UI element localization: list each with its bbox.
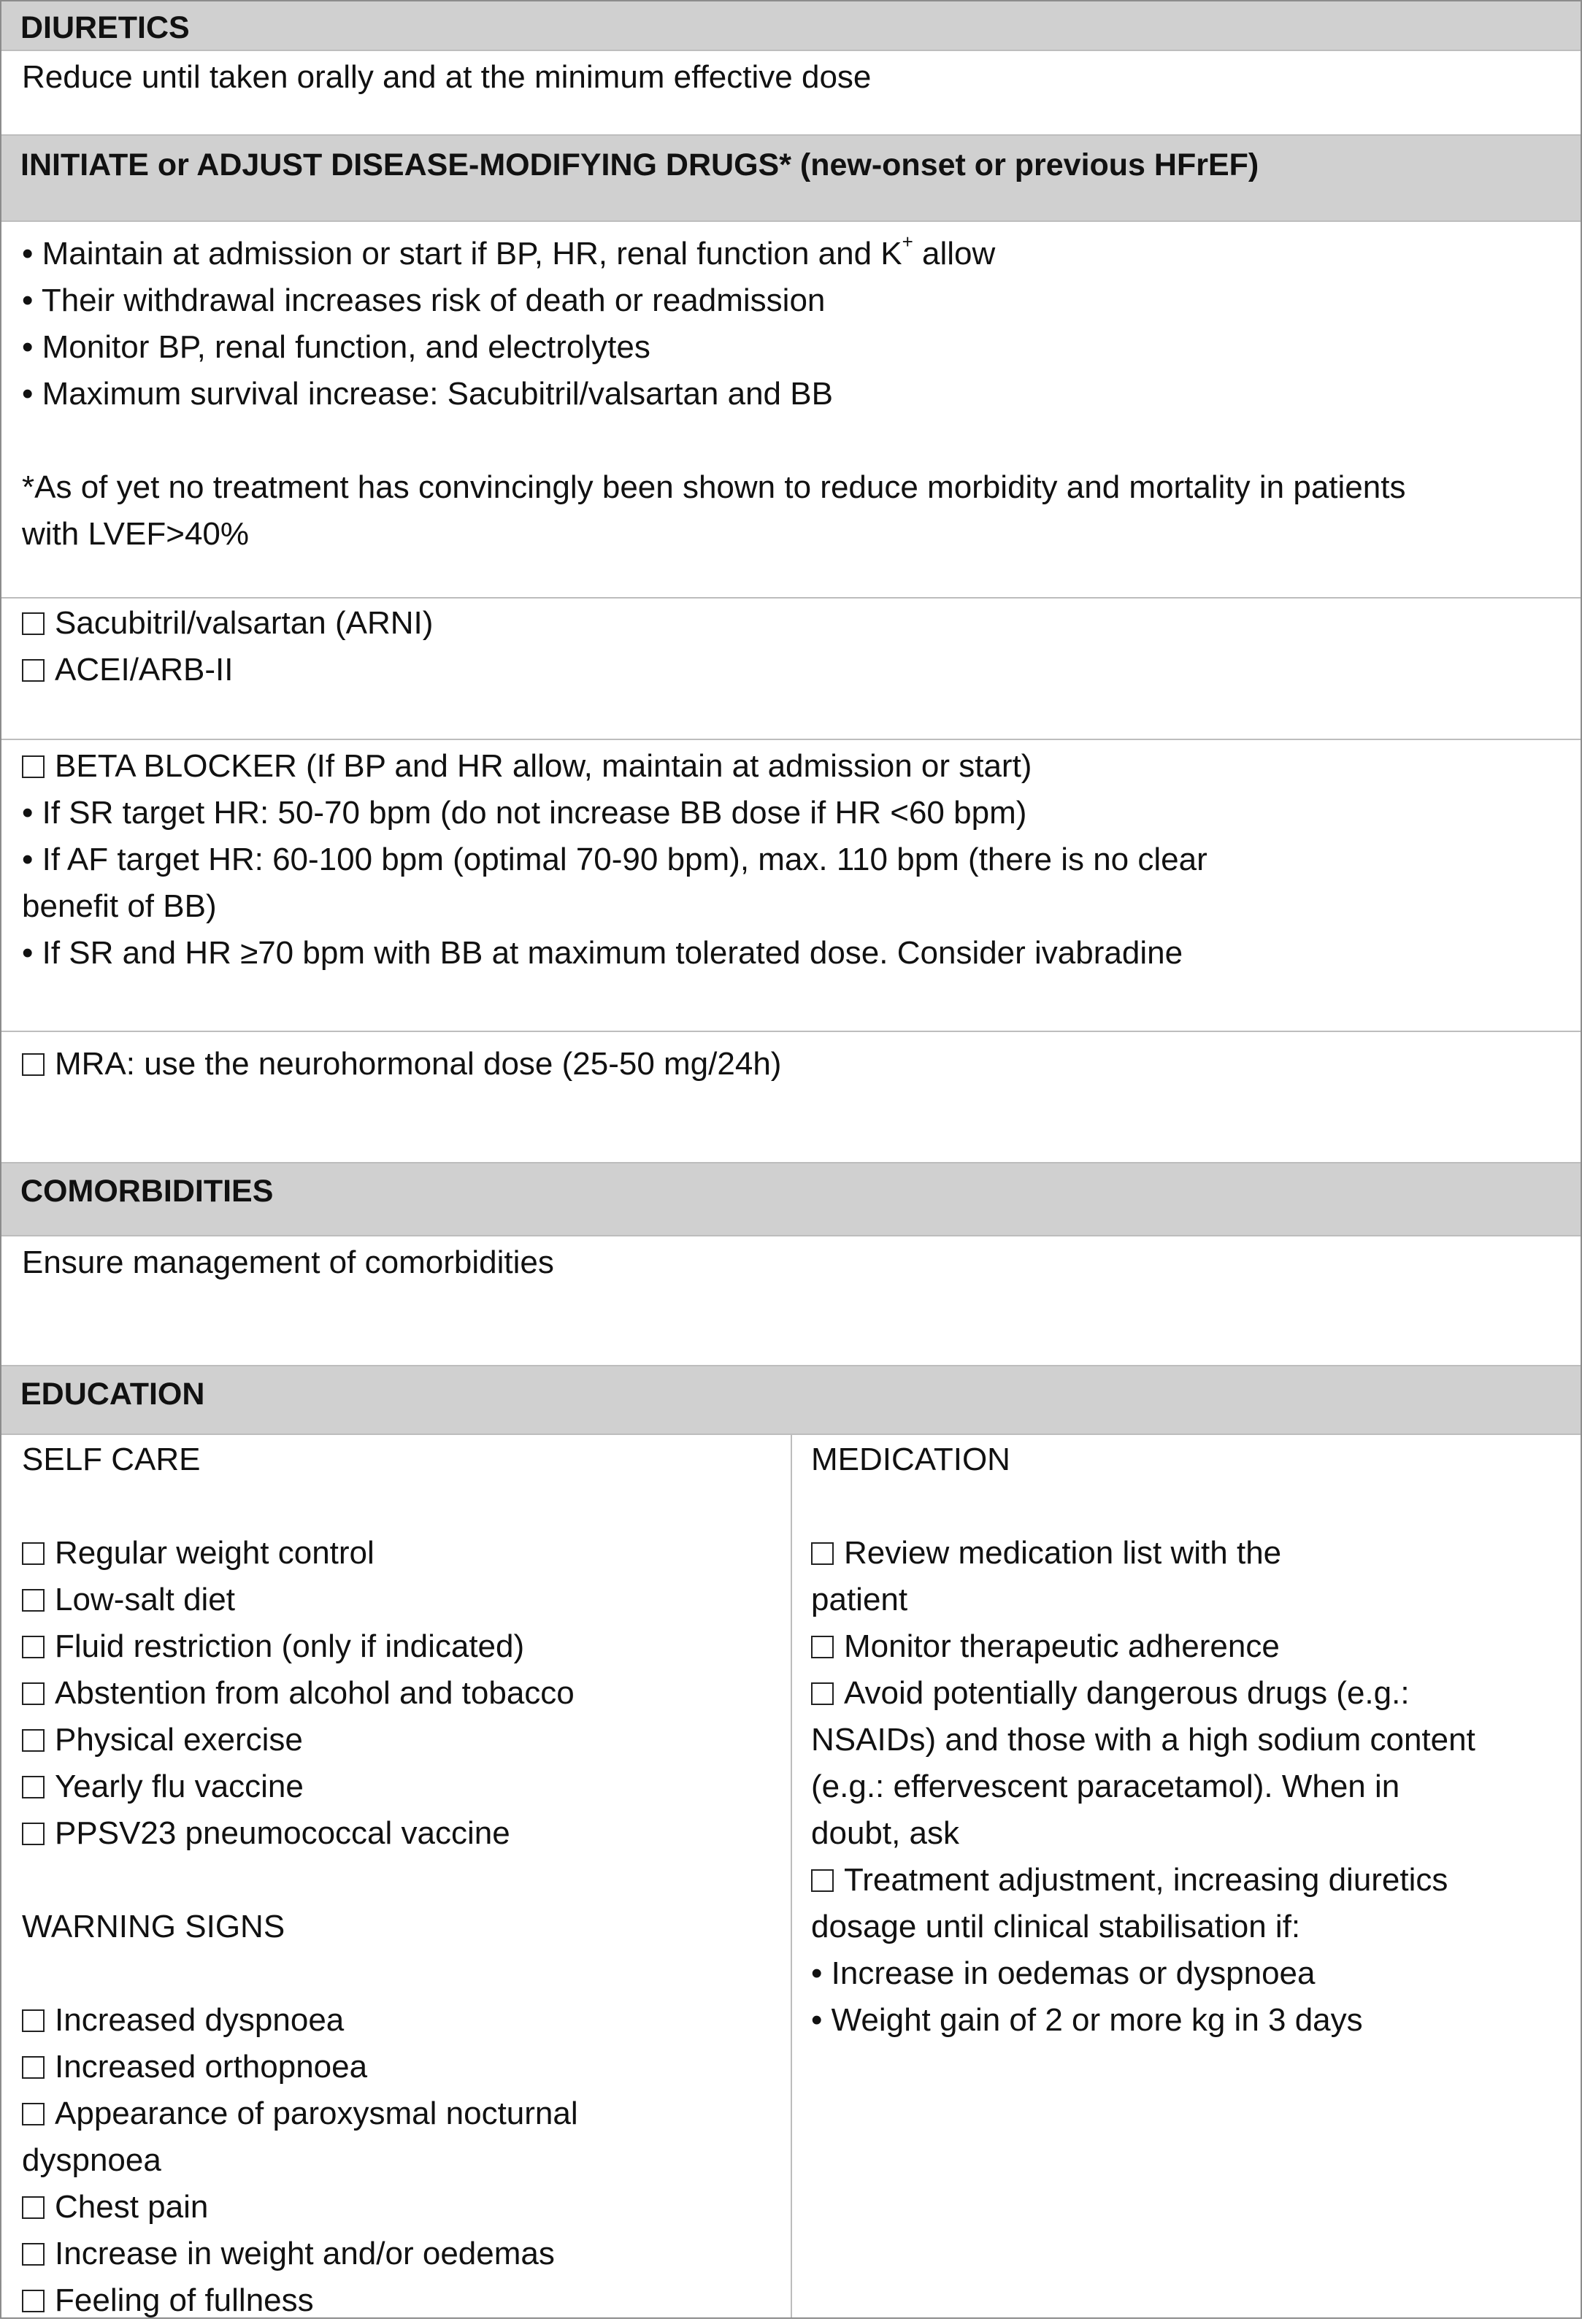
checklist-item-weight-control[interactable] <box>22 1530 770 1577</box>
bullet-maintain-text: • Maintain at admission or start if BP, HR, renal function and K <box>22 236 902 272</box>
checkbox-icon[interactable] <box>22 612 45 635</box>
arni-label: Sacubitril/valsartan (ARNI) <box>55 605 434 641</box>
mra-cell <box>1 1032 1581 1163</box>
review-medication-cont: patient <box>811 1582 908 1617</box>
checklist-item-acei-arb[interactable] <box>22 647 1560 693</box>
bullet-ivabradine: • If SR and HR ≥70 bpm with BB at maximum tolerated dose. Consider ivabradine <box>22 935 1183 971</box>
diuretics-text: Reduce until taken orally and at the minimum effective dose <box>22 59 872 95</box>
treatment-adjustment-cont: dosage until clinical stabilisation if: <box>811 1909 1301 1944</box>
bullet-sr-target: • If SR target HR: 50-70 bpm (do not increase BB dose if HR <60 bpm) <box>22 795 1027 831</box>
bullet-monitor: • Monitor BP, renal function, and electrolytes <box>22 329 650 365</box>
self-care-title: SELF CARE <box>22 1442 201 1477</box>
self-care-column <box>1 1435 792 2317</box>
checklist-item-beta-blocker[interactable] <box>22 743 1560 790</box>
item-label: Low-salt diet <box>55 1582 236 1617</box>
item-label: PPSV23 pneumococcal vaccine <box>55 1815 510 1851</box>
item-label: Abstention from alcohol and tobacco <box>55 1675 575 1711</box>
item-label: Increase in weight and/or oedemas <box>55 2236 555 2271</box>
section-header-education <box>1 1366 1581 1435</box>
comorbidities-cell <box>1 1236 1581 1366</box>
checkbox-icon[interactable] <box>22 1776 45 1798</box>
checkbox-icon[interactable] <box>22 1053 45 1076</box>
checkbox-icon[interactable] <box>22 2290 45 2312</box>
item-label: Avoid potentially dangerous drugs (e.g.: <box>844 1675 1410 1711</box>
arni-acei-cell <box>1 599 1581 740</box>
checkbox-icon[interactable] <box>811 1869 834 1892</box>
bullet-withdrawal-risk: • Their withdrawal increases risk of death or readmission <box>22 282 826 318</box>
checkbox-icon[interactable] <box>22 755 45 778</box>
item-label: Review medication list with the <box>844 1535 1282 1571</box>
bullet-af-target-cont: benefit of BB) <box>22 888 217 924</box>
checkbox-icon[interactable] <box>22 1589 45 1612</box>
item-label: Chest pain <box>55 2189 209 2225</box>
checkbox-icon[interactable] <box>811 1682 834 1705</box>
item-label: Yearly flu vaccine <box>55 1769 304 1804</box>
checkbox-icon[interactable] <box>22 1636 45 1658</box>
checkbox-icon[interactable] <box>22 2103 45 2125</box>
diuretics-cell <box>1 51 1581 136</box>
bullet-maintain-at-admission <box>22 231 1560 277</box>
bullet-maintain-tail: allow <box>913 236 996 272</box>
section-header-diuretics <box>1 1 1581 51</box>
checklist-item-flu-vaccine[interactable] <box>22 1763 770 1810</box>
mra-label: MRA: use the neurohormonal dose (25-50 mg/24h) <box>55 1046 782 1082</box>
initiate-header-text: INITIATE or ADJUST DISEASE-MODIFYING DRUGS* (new-onset or previous HFrEF) <box>20 147 1259 182</box>
checklist-item-physical-exercise[interactable] <box>22 1717 770 1763</box>
item-label: Appearance of paroxysmal nocturnal <box>55 2096 578 2131</box>
checkbox-icon[interactable] <box>22 1542 45 1565</box>
checklist-item-arni[interactable] <box>22 600 1560 647</box>
bullet-weight-gain: • Weight gain of 2 or more kg in 3 days <box>811 2002 1363 2038</box>
checklist-item-fluid-restriction[interactable] <box>22 1623 770 1670</box>
item-label: Physical exercise <box>55 1722 303 1758</box>
checklist-item-low-salt-diet[interactable] <box>22 1577 770 1623</box>
comorbidities-header-text: COMORBIDITIES <box>20 1174 274 1209</box>
section-header-comorbidities <box>1 1163 1581 1236</box>
education-header-text: EDUCATION <box>20 1377 205 1412</box>
checkbox-icon[interactable] <box>22 1682 45 1705</box>
checklist-item-adherence[interactable] <box>811 1623 1560 1670</box>
checklist-item-paroxysmal-dyspnoea[interactable] <box>22 2090 770 2137</box>
checkbox-icon[interactable] <box>22 2243 45 2266</box>
disease-modifying-notes-cell <box>1 222 1581 599</box>
checkbox-icon[interactable] <box>22 1729 45 1752</box>
item-label: Feeling of fullness <box>55 2282 314 2318</box>
potassium-superscript: + <box>902 231 913 253</box>
item-label: Increased orthopnoea <box>55 2049 368 2085</box>
checklist-item-chest-pain[interactable] <box>22 2184 770 2231</box>
diuretics-header-text: DIURETICS <box>20 10 190 45</box>
checklist-item-fullness[interactable] <box>22 2277 770 2324</box>
avoid-drugs-cont-3: doubt, ask <box>811 1815 960 1851</box>
checkbox-icon[interactable] <box>22 2056 45 2079</box>
checkbox-icon[interactable] <box>22 1823 45 1845</box>
beta-blocker-title: BETA BLOCKER (If BP and HR allow, maintain at admission or start) <box>55 748 1032 784</box>
checkbox-icon[interactable] <box>811 1636 834 1658</box>
paroxysmal-dyspnoea-cont: dyspnoea <box>22 2142 161 2178</box>
checklist-item-abstention[interactable] <box>22 1670 770 1717</box>
checklist-item-mra[interactable] <box>22 1041 1560 1088</box>
checklist-item-increased-dyspnoea[interactable] <box>22 1997 770 2044</box>
education-columns <box>1 1435 1581 2317</box>
checklist-item-review-medication[interactable] <box>811 1530 1560 1577</box>
item-label: Fluid restriction (only if indicated) <box>55 1628 525 1664</box>
avoid-drugs-cont-1: NSAIDs) and those with a high sodium content <box>811 1722 1475 1758</box>
checklist-item-pneumococcal-vaccine[interactable] <box>22 1810 770 1857</box>
bullet-oedemas-dyspnoea: • Increase in oedemas or dyspnoea <box>811 1955 1316 1991</box>
bullet-max-survival: • Maximum survival increase: Sacubitril/valsartan and BB <box>22 376 833 412</box>
medication-column <box>792 1435 1581 2317</box>
checkbox-icon[interactable] <box>22 2196 45 2219</box>
footnote-lvef: *As of yet no treatment has convincingly been shown to reduce morbidity and mortality in patients with LVEF>40% <box>22 469 1406 552</box>
item-label: Regular weight control <box>55 1535 375 1571</box>
section-header-disease-modifying-drugs <box>1 136 1581 222</box>
avoid-drugs-cont-2: (e.g.: effervescent paracetamol). When in <box>811 1769 1400 1804</box>
checkbox-icon[interactable] <box>22 659 45 682</box>
checkbox-icon[interactable] <box>811 1542 834 1565</box>
checklist-item-weight-oedemas[interactable] <box>22 2231 770 2277</box>
warning-signs-title: WARNING SIGNS <box>22 1909 285 1944</box>
comorbidities-text: Ensure management of comorbidities <box>22 1244 554 1280</box>
acei-label: ACEI/ARB-II <box>55 652 234 688</box>
medication-title: MEDICATION <box>811 1442 1010 1477</box>
checklist-item-increased-orthopnoea[interactable] <box>22 2044 770 2090</box>
checklist-item-avoid-drugs[interactable] <box>811 1670 1560 1717</box>
checklist-item-treatment-adjustment[interactable] <box>811 1857 1560 1904</box>
bullet-af-target: • If AF target HR: 60-100 bpm (optimal 70-90 bpm), max. 110 bpm (there is no clear <box>22 842 1207 877</box>
beta-blocker-cell <box>1 740 1581 1032</box>
item-label: Monitor therapeutic adherence <box>844 1628 1280 1664</box>
item-label: Treatment adjustment, increasing diuretics <box>844 1862 1448 1898</box>
checkbox-icon[interactable] <box>22 2009 45 2032</box>
item-label: Increased dyspnoea <box>55 2002 345 2038</box>
